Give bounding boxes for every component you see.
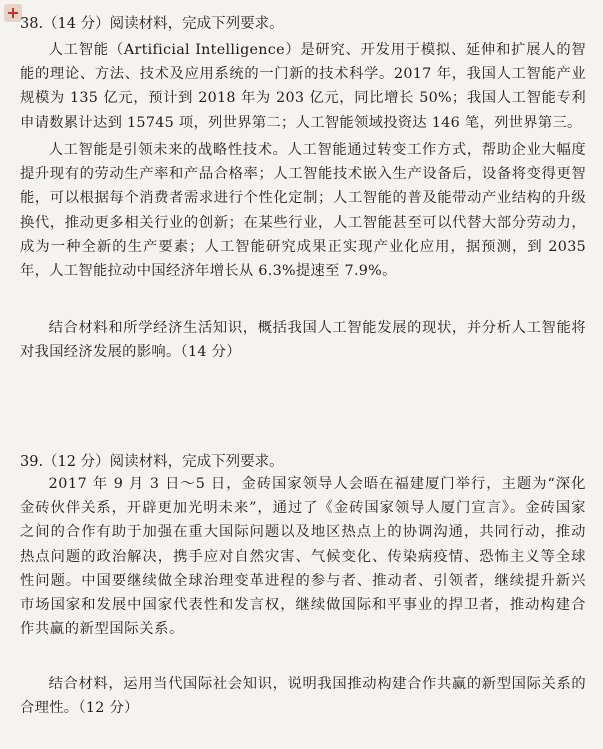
question-39-material-paragraph: 2017 年 9 月 3 日～5 日，金砖国家领导人会晤在福建厦门举行，主题为“深化金砖伙伴关系，开辟更加光明未来”，通过了《金砖国家领导人厦门宣言》。金砖国家之间的合作有助于加强在重大国际问题以及地区热点上的协调沟通，共同行动，推动热点问题的政治解决，携手应对自然灾害、气候变化、传染病疫情、恐怖主义等全球性问题。中国要继续做全球治理变革进程的参与者、推动者、引领者，继续提升新兴市场国家和发展中国家代表性和发言权，继续做国际和平事业的捍卫者，推动构建合作共赢的新型国际关系。 [20, 476, 586, 638]
question-39-task: 结合材料，运用当代国际社会知识，说明我国推动构建合作共赢的新型国际关系的合理性。（12 分） [20, 676, 586, 717]
question-38-material-paragraph-2: 人工智能是引领未来的战略性技术。人工智能通过转变工作方式，帮助企业大幅度提升现有的劳动生产率和产品合格率；人工智能技术嵌入生产设备后，设备将变得更智能，可以根据每个消费者需求进行个性化定制；人工智能的普及能带动产业结构的升级换代，推动更多相关行业的创新；在某些行业，人工智能甚至可以代替大部分劳动力，成为一种全新的生产要素；人工智能研究成果正实现产业化应用，据预测，到 2035 年，人工智能拉动中国经济年增长从 6.3%提速至 7.9%。 [20, 142, 586, 280]
question-39-heading: 39.（12 分）阅读材料，完成下列要求。 [20, 454, 284, 470]
question-38-heading: 38.（14 分）阅读材料，完成下列要求。 [20, 16, 284, 32]
question-38-material-paragraph-1: 人工智能（Artificial Intelligence）是研究、开发用于模拟、延伸和扩展人的智能的理论、方法、技术及应用系统的一门新的技术科学。2017 年，我国人工智能产业规模为 135 亿元，预计到 2018 年为 203 亿元，同比增长 50%；我国人工智能专利申请数累计达到 15745 项，列世界第二；人工智能领域投资达 146 笔，列世界第三。 [20, 42, 586, 131]
question-38-task: 结合材料和所学经济生活知识，概括我国人工智能发展的现状，并分析人工智能将对我国经济发展的影响。（14 分） [20, 320, 586, 361]
plus-icon [7, 7, 19, 19]
